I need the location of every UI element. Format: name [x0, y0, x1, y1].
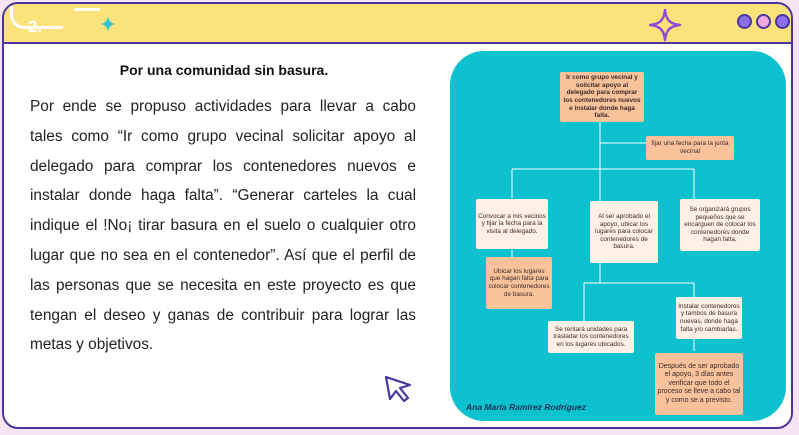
decorative-line	[74, 8, 100, 11]
cursor-arrow-icon	[382, 374, 414, 404]
node-instalar: Instalar contenedores y tambos de basura nuevas, donde haga falta y/o cambiarlas.	[676, 297, 742, 339]
node-date: fijar una fecha para la junta vecinal	[646, 136, 734, 160]
author-credit: Ana María Ramírez Rodríguez	[466, 402, 586, 412]
node-grupos: Se organizará grupos pequeños que se encarguen de colocar los contenedores donde hagan falta.	[680, 199, 760, 251]
node-rentar: Se rentará unidades para trasladar los contenedores en los lugares ubicados.	[548, 321, 634, 353]
slide-number: 2.	[28, 17, 43, 36]
body-paragraph: Por ende se propuso actividades para llevar a cabo tales como “Ir como grupo vecinal solicitar apoyo al delegado para comprar los contenedores nuevos e instalar donde haga falta”. “Generar carteles la cual indique el !No¡ tirar basura en el suelo o cualquier otro lugar que no sea en el contenedor”. Así que el perfil de las personas que se necesita en este proyecto es que tengan el deseo y ganas de contribuir para lograr las metas y objetivos.	[30, 98, 416, 354]
dot-pink	[756, 14, 771, 29]
node-ubicar-lugares: Ubicar los lugares que hagan falta para colocar contenedores de basura.	[486, 257, 552, 309]
sparkle-icon	[100, 16, 116, 32]
node-verificar: Después de ser aprobado el apoyo, 3 días antes verificar que todo el proceso se lleve a cabo tal y como se a previsto.	[655, 353, 743, 415]
node-convocar: Convocar a mis vecinos y fijar la fecha para la visita al delegado.	[476, 199, 548, 249]
dot-purple	[775, 14, 790, 29]
dot-purple	[737, 14, 752, 29]
window-dots-icon	[737, 14, 790, 29]
node-root: Ir como grupo vecinal y solicitar apoyo al delegado para comprar los contenedores nuevos e instalar donde haga falta.	[560, 72, 644, 122]
section-title: Por una comunidad sin basura.	[119, 62, 329, 78]
sparkle-icon	[648, 8, 682, 42]
diagram-panel	[450, 51, 786, 421]
slide-header	[4, 4, 791, 44]
slide-card	[2, 2, 793, 429]
node-ubicar: Al ser aprobado el apoyo, ubicar los lugares para colocar contenedores de basura.	[590, 201, 658, 263]
